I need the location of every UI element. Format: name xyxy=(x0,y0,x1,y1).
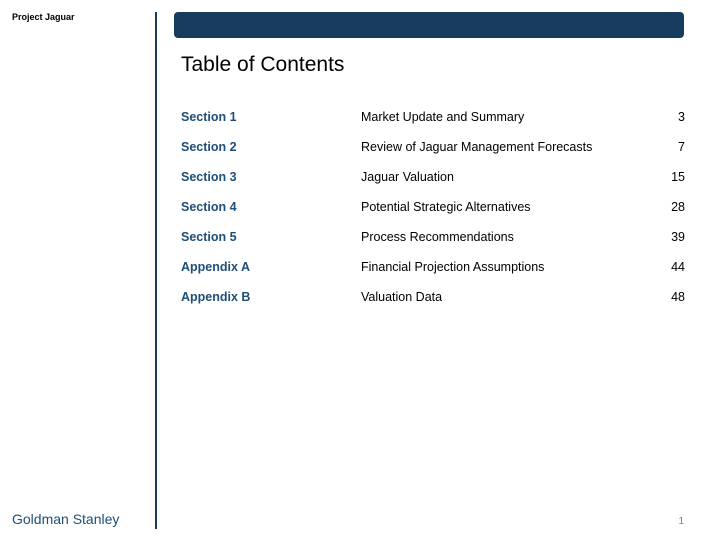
toc-section-label: Appendix A xyxy=(181,260,250,274)
brand-name: Goldman Stanley xyxy=(12,511,120,527)
toc-section-description: Potential Strategic Alternatives xyxy=(361,200,531,214)
toc-row-section-5 xyxy=(181,229,685,259)
toc-row-section-1 xyxy=(181,109,685,139)
toc-section-description: Market Update and Summary xyxy=(361,110,525,124)
toc-row-appendix-a xyxy=(181,259,685,289)
toc-section-label: Appendix B xyxy=(181,290,251,304)
toc-section-label: Section 5 xyxy=(181,230,237,244)
toc-page-number: 15 xyxy=(671,170,685,184)
toc-page-number: 48 xyxy=(671,290,685,304)
header-bar xyxy=(174,12,684,38)
toc-section-description: Review of Jaguar Management Forecasts xyxy=(361,140,593,154)
project-label: Project Jaguar xyxy=(12,12,75,22)
page-number: 1 xyxy=(678,516,684,527)
toc-section-description: Valuation Data xyxy=(361,290,443,304)
table-of-contents xyxy=(181,109,685,319)
page-title: Table of Contents xyxy=(181,53,345,76)
toc-section-description: Process Recommendations xyxy=(361,230,514,244)
toc-page-number: 44 xyxy=(671,260,685,274)
toc-section-label: Section 4 xyxy=(181,200,237,214)
toc-page-number: 28 xyxy=(671,200,685,214)
toc-page-number: 39 xyxy=(671,230,685,244)
toc-section-label: Section 3 xyxy=(181,170,237,184)
toc-row-section-3 xyxy=(181,169,685,199)
toc-section-label: Section 1 xyxy=(181,110,237,124)
toc-page-number: 7 xyxy=(678,140,685,154)
toc-row-appendix-b xyxy=(181,289,685,319)
toc-section-description: Jaguar Valuation xyxy=(361,170,454,184)
toc-row-section-2 xyxy=(181,139,685,169)
toc-page-number: 3 xyxy=(678,110,685,124)
vertical-divider xyxy=(155,12,157,529)
toc-row-section-4 xyxy=(181,199,685,229)
toc-section-label: Section 2 xyxy=(181,140,237,154)
toc-section-description: Financial Projection Assumptions xyxy=(361,260,545,274)
